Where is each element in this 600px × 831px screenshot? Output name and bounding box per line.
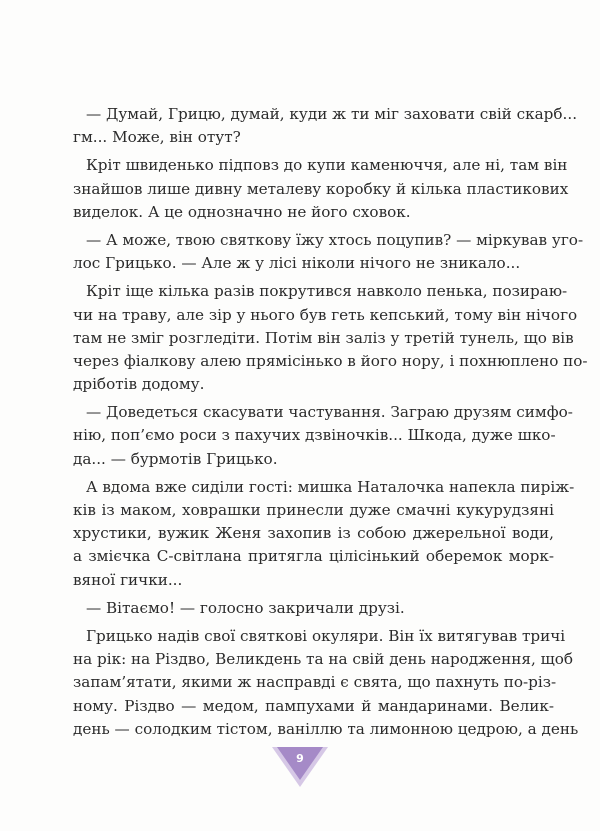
text-line: — Думай, Грицю, думай, куди ж ти міг заховати свій скарб... xyxy=(86,105,578,123)
text-line: А вдома вже сиділи гості: мишка Наталочка напекла пиріж- xyxy=(86,477,575,496)
paragraph xyxy=(73,229,584,275)
text-line: вяної гички... xyxy=(73,570,183,589)
body-text xyxy=(73,103,588,746)
text-line: Грицько надів свої святкові окуляри. Він їх витягував тричі xyxy=(86,626,566,645)
text-line: гм... Може, він отут? xyxy=(73,128,241,147)
text-line: через фіалкову алею прямісінько в його нору, і похнюплено по- xyxy=(73,351,588,370)
text-line: ків із маком, ховрашки принесли дуже смачні кукурудзяні xyxy=(73,501,554,519)
text-line: дріботів додому. xyxy=(73,375,205,394)
paragraph xyxy=(73,103,578,149)
text-line: лос Грицько. — Але ж у лісі ніколи нічого не зникало... xyxy=(73,254,521,273)
text-line: ному. Різдво — медом, пампухами й мандаринами. Велик- xyxy=(73,696,554,715)
text-line: — Вітаємо! — голосно закричали друзі. xyxy=(86,598,405,617)
text-line: чи на траву, але зір у нього був геть кепський, тому він нічого xyxy=(73,305,578,324)
text-line: знайшов лише дивну металеву коробку й кілька пластикових xyxy=(73,179,569,198)
text-line: — А може, твою святкову їжу хтось поцупив? — міркував уго- xyxy=(86,230,584,249)
text-line: а змієчка С-світлана притягла цілісінький оберемок морк- xyxy=(73,547,554,566)
text-line: нію, поп’ємо роси з пахучих дзвіночків... Шкода, дуже шко- xyxy=(73,426,556,445)
text-line: да... — бурмотів Грицько. xyxy=(73,449,278,468)
paragraph xyxy=(73,597,554,620)
text-line: день — солодким тістом, ваніллю та лимонною цедрою, а день xyxy=(73,719,579,738)
paragraph xyxy=(73,154,569,224)
text-line: Кріт швиденько підповз до купи каменюччя, але ні, там він xyxy=(86,156,568,175)
page-number-marker xyxy=(272,747,328,787)
paragraph xyxy=(73,625,579,741)
text-line: запам’ятати, якими ж насправді є свята, що пахнуть по-різ- xyxy=(73,673,557,692)
text-line: виделок. А це однозначно не його сховок. xyxy=(73,202,411,221)
paragraph xyxy=(73,476,575,592)
text-line: на рік: на Різдво, Великдень та на свій день народження, щоб xyxy=(73,650,574,669)
text-line: — Доведеться скасувати частування. Заграю друзям симфо- xyxy=(86,403,573,422)
paragraph xyxy=(73,401,573,471)
paragraph xyxy=(73,280,588,396)
text-line: хрустики, вужик Женя захопив із собою джерельної води, xyxy=(73,524,554,543)
text-line: Кріт іще кілька разів покрутився навколо пенька, позираю- xyxy=(86,282,568,301)
page-number: 9 xyxy=(296,752,304,765)
text-line: там не зміг розгледіти. Потім він заліз у третій тунель, що вів xyxy=(73,328,574,347)
